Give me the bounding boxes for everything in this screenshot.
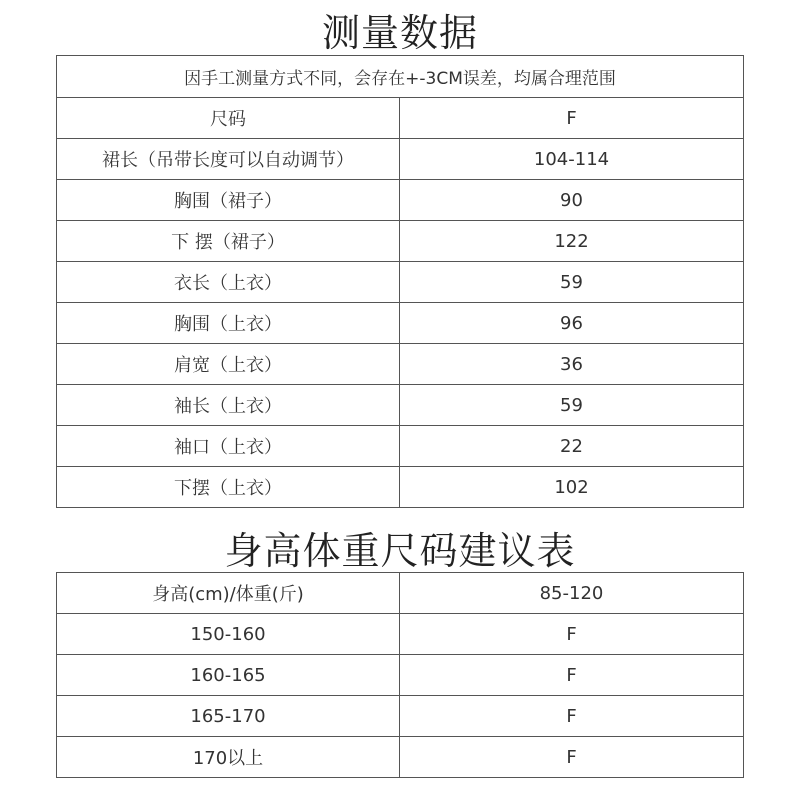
row-value: 96 xyxy=(400,303,744,344)
table-row xyxy=(57,737,744,778)
row-label: 胸围（上衣） xyxy=(57,303,400,344)
note-row xyxy=(57,56,744,98)
row-value: 59 xyxy=(400,262,744,303)
row-label: 裙长（吊带长度可以自动调节） xyxy=(57,139,400,180)
row-label: 下 摆（裙子） xyxy=(57,221,400,262)
table-header-row xyxy=(57,573,744,614)
size-header-value: F xyxy=(400,98,744,139)
size-guide-table xyxy=(56,572,744,778)
table-row xyxy=(57,467,744,508)
table-row xyxy=(57,303,744,344)
table-row xyxy=(57,344,744,385)
row-value: 22 xyxy=(400,426,744,467)
measurement-table xyxy=(56,55,744,508)
row-value: F xyxy=(400,737,744,778)
row-label: 150-160 xyxy=(57,614,400,655)
row-value: F xyxy=(400,614,744,655)
row-value: 104-114 xyxy=(400,139,744,180)
measurement-note: 因手工测量方式不同，会存在+-3CM误差，均属合理范围 xyxy=(57,56,744,98)
row-value: F xyxy=(400,655,744,696)
row-value: 122 xyxy=(400,221,744,262)
row-label: 肩宽（上衣） xyxy=(57,344,400,385)
row-label: 袖口（上衣） xyxy=(57,426,400,467)
row-label: 170以上 xyxy=(57,737,400,778)
row-label: 胸围（裙子） xyxy=(57,180,400,221)
height-weight-header-value: 85-120 xyxy=(400,573,744,614)
measurement-title: 测量数据 xyxy=(321,11,478,55)
table-row xyxy=(57,139,744,180)
row-value: 59 xyxy=(400,385,744,426)
table-row xyxy=(57,262,744,303)
row-label: 袖长（上衣） xyxy=(57,385,400,426)
size-header-label: 尺码 xyxy=(57,98,400,139)
row-label: 下摆（上衣） xyxy=(57,467,400,508)
size-guide-title: 身高体重尺码建议表 xyxy=(224,529,576,573)
table-row xyxy=(57,221,744,262)
table-row xyxy=(57,180,744,221)
row-value: 102 xyxy=(400,467,744,508)
table-row xyxy=(57,426,744,467)
table-row xyxy=(57,385,744,426)
row-label: 衣长（上衣） xyxy=(57,262,400,303)
table-header-row xyxy=(57,98,744,139)
table-row xyxy=(57,655,744,696)
row-value: F xyxy=(400,696,744,737)
table-row xyxy=(57,696,744,737)
table-row xyxy=(57,614,744,655)
row-label: 160-165 xyxy=(57,655,400,696)
row-value: 90 xyxy=(400,180,744,221)
height-weight-header-label: 身高(cm)/体重(斤) xyxy=(57,573,400,614)
row-value: 36 xyxy=(400,344,744,385)
row-label: 165-170 xyxy=(57,696,400,737)
